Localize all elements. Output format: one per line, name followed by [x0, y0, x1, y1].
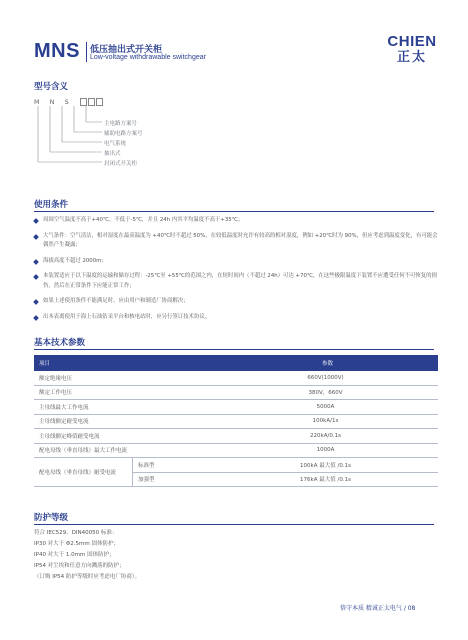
table-row — [34, 429, 438, 444]
protection-line: IP40 对大于 1.0mm 固体防护； — [34, 552, 115, 558]
model-label: 主电路方案号 — [104, 121, 138, 127]
table-cell-value: 380V，660V — [213, 385, 438, 400]
model-label: 辅助电路方案号 — [104, 131, 143, 137]
table-cell-value: 220kA/0.1s — [213, 429, 438, 444]
table-row — [34, 443, 438, 458]
model-code — [34, 98, 103, 106]
table-cell-value: 1000A — [213, 443, 438, 458]
brand-mark: MNS — [34, 40, 80, 62]
logo-text-top: CHIEN — [387, 33, 437, 50]
product-title-cn: 低压抽出式开关柜 — [90, 45, 163, 55]
bullet-icon — [33, 299, 39, 305]
model-label: 封闭式开关柜 — [104, 161, 138, 167]
table-cell-value: 5000A — [213, 400, 438, 415]
code-box — [88, 98, 95, 106]
bullet-icon — [33, 274, 39, 280]
bullet-icon — [33, 259, 39, 265]
bullet-icon — [33, 218, 39, 224]
section-title-params: 基本技术参数 — [34, 338, 86, 348]
table-cell-item: 主母线额定耐受电流 — [34, 414, 213, 429]
company-logo — [386, 34, 438, 65]
code-box — [80, 98, 87, 106]
section-divider — [34, 524, 434, 525]
code-box — [96, 98, 103, 106]
table-cell-item: 配电母线（垂直母线）最大工作电流 — [34, 443, 213, 458]
section-title-conditions: 使用条件 — [34, 200, 69, 210]
table-cell-item: 额定绝缘电压 — [34, 371, 213, 385]
table-cell-value: 660V(1000V) — [213, 371, 438, 385]
section-title-model: 型号含义 — [34, 82, 69, 92]
brand-divider — [86, 42, 87, 62]
table-cell-subitem: 加强型 — [133, 472, 214, 487]
logo-text-bottom: 正太 — [396, 50, 427, 65]
table-cell-item: 配电母线（垂直母线）耐受电流 — [34, 458, 133, 487]
bullet-icon — [33, 234, 39, 240]
section-divider — [34, 349, 434, 350]
protection-list — [34, 528, 140, 583]
table-header-item: 项目 — [34, 355, 213, 371]
table-cell-item: 主母线额定峰值耐受电流 — [34, 429, 213, 444]
condition-item: 出本表离使用于海上石油钻采平台和核电站时，应另行签订技术协议。 — [34, 313, 438, 323]
table-cell-item: 额定工作电压 — [34, 385, 213, 400]
conditions-list — [34, 216, 438, 328]
table-cell-value: 100kA/1s — [213, 414, 438, 429]
table-row — [34, 400, 438, 415]
table-cell-value: 176kA 最大值 /0.1s — [213, 472, 438, 487]
model-label: 电气系统 — [104, 141, 127, 147]
table-row — [34, 385, 438, 400]
table-header-row — [34, 355, 438, 371]
product-title-en: Low-voltage withdrawable switchgear — [90, 54, 206, 61]
condition-item: 周围空气温度不高于+40℃，不低于-5℃，并且 24h 内其平均温度不高于+35℃； — [34, 216, 438, 226]
table-cell-value: 100kA 最大值 /0.1s — [213, 458, 438, 473]
model-code-letters: M N S — [34, 98, 73, 106]
table-cell-item: 主母线最大工作电流 — [34, 400, 213, 415]
section-divider — [34, 211, 434, 212]
condition-item: 本装置适应于以下温度的运输和储存过程：-25℃至 +55℃的范围之内，在短时间内（不超过 24h）可达 +70℃，在这些极限温度下装置不应遭受任何不可恢复的损伤，然后在正常条件下应能正常工作； — [34, 272, 438, 291]
condition-item: 大气条件：空气清洁，相对湿度在最高温度为 +40℃时不超过 50%，在较低温度时允许有较高的相对湿度，例如 +20℃时为 90%，但应考虑到温度变化，有可能会偶然产生凝露； — [34, 232, 438, 251]
bullet-icon — [33, 315, 39, 321]
table-row — [34, 458, 438, 473]
table-cell-subitem: 标准型 — [133, 458, 214, 473]
page-footer: 恪守本质 精诚正太电气 / 08 — [340, 605, 416, 612]
protection-line: （订购 IP54 防护等级时应考虑电厂协商）。 — [34, 574, 141, 580]
model-label: 抽出式 — [104, 151, 121, 157]
protection-line: 符合 IEC529、DIN40050 标准： — [34, 530, 118, 536]
protection-line: IP54 对尘埃和任意方向溅落的防护； — [34, 563, 125, 569]
params-table — [34, 355, 438, 487]
table-row — [34, 371, 438, 385]
protection-line: IP30 对大于 Φ2.5mm 固体防护； — [34, 541, 119, 547]
section-title-protection: 防护等级 — [34, 513, 69, 523]
table-header-value: 参数 — [213, 355, 438, 371]
condition-item: 如果上述使用条件不能满足时，应由用户和制造厂协商解决； — [34, 297, 438, 307]
condition-item: 海拔高度不超过 2000m； — [34, 257, 438, 267]
table-row — [34, 414, 438, 429]
